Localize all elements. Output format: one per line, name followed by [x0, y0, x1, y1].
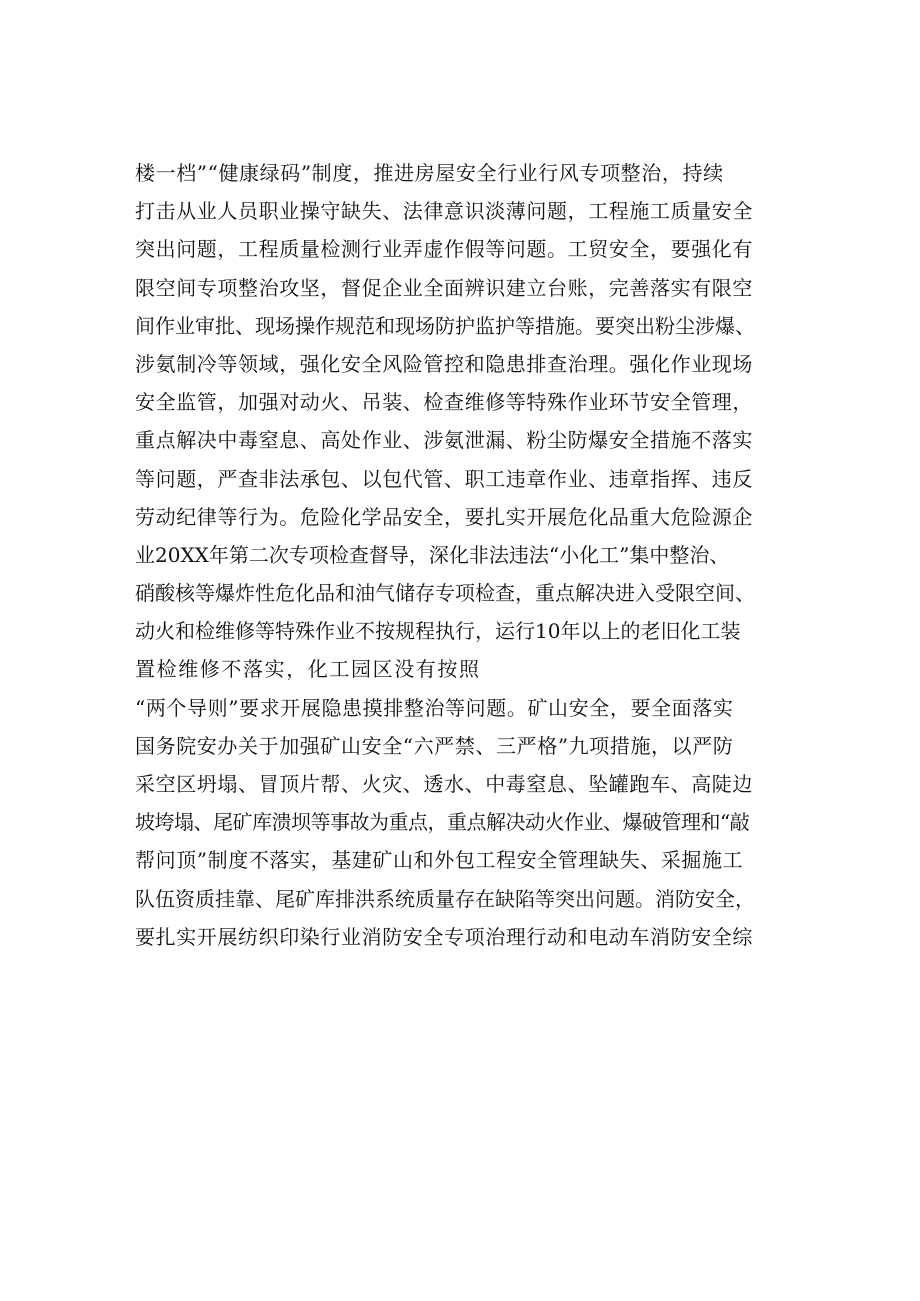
- text-line: 楼一档”“健康绿码”制度，推进房屋安全行业行风专项整治，持续: [135, 161, 724, 185]
- text-line: 国务院安办关于加强矿山安全“六严禁、三严格”九项措施，以严防: [135, 733, 734, 758]
- text-line: 要扎实开展纺织印染行业消防安全专项治理行动和电动车消防安全综: [135, 924, 753, 949]
- text-line: 涉氨制冷等领域，强化安全风险管控和隐患排查治理。强化作业现场: [135, 351, 753, 376]
- text-line: 等问题，严查非法承包、以包代管、职工违章作业、违章指挥、违反: [135, 466, 753, 491]
- text-line: 重点解决中毒窒息、高处作业、涉氨泄漏、粉尘防爆安全措施不落实: [135, 428, 753, 453]
- text-line: 间作业审批、现场操作规范和现场防护监护等措施。要突出粉尘涉爆、: [135, 313, 755, 338]
- text-line: 队伍资质挂靠、尾矿库排洪系统质量存在缺陷等突出问题。消防安全，: [135, 886, 755, 911]
- body-text: [135, 154, 800, 956]
- text-line: 采空区坍塌、冒顶片帮、火灾、透水、中毒窒息、坠罐跑车、高陡边: [135, 772, 753, 796]
- text-line: 突出问题，工程质量检测行业弄虚作假等问题。工贸安全，要强化有: [135, 237, 753, 262]
- text-line: 安全监管，加强对动火、吊装、检查维修等特殊作业环节安全管理，: [135, 390, 753, 415]
- text-line: 硝酸核等爆炸性危化品和油气储存专项检查，重点解决进入受限空间、: [135, 581, 755, 606]
- text-line: 帮问顶”制度不落实，基建矿山和外包工程安全管理缺失、采掘施工: [135, 848, 744, 873]
- text-line: 打击从业人员职业操守缺失、法律意识淡薄问题，工程施工质量安全: [135, 199, 753, 224]
- text-line: “两个导则”要求开展隐患摸排整治等问题。矿山安全，要全面落实: [135, 695, 734, 720]
- text-line: 劳动纪律等行为。危险化学品安全，要扎实开展危化品重大危险源企: [135, 504, 753, 529]
- text-line: 动火和检维修等特殊作业不按规程执行，运行10年以上的老旧化工装: [135, 619, 741, 644]
- text-line: 限空间专项整治攻坚，督促企业全面辨识建立台账，完善落实有限空: [135, 275, 753, 300]
- text-line: 坡垮塌、尾矿库溃坝等事故为重点，重点解决动火作业、爆破管理和“敲: [135, 810, 750, 835]
- text-line: 业20XX年第二次专项检查督导，深化非法违法“小化工”集中整治、: [135, 542, 730, 567]
- text-line: 置检维修不落实，化工园区没有按照: [135, 657, 481, 682]
